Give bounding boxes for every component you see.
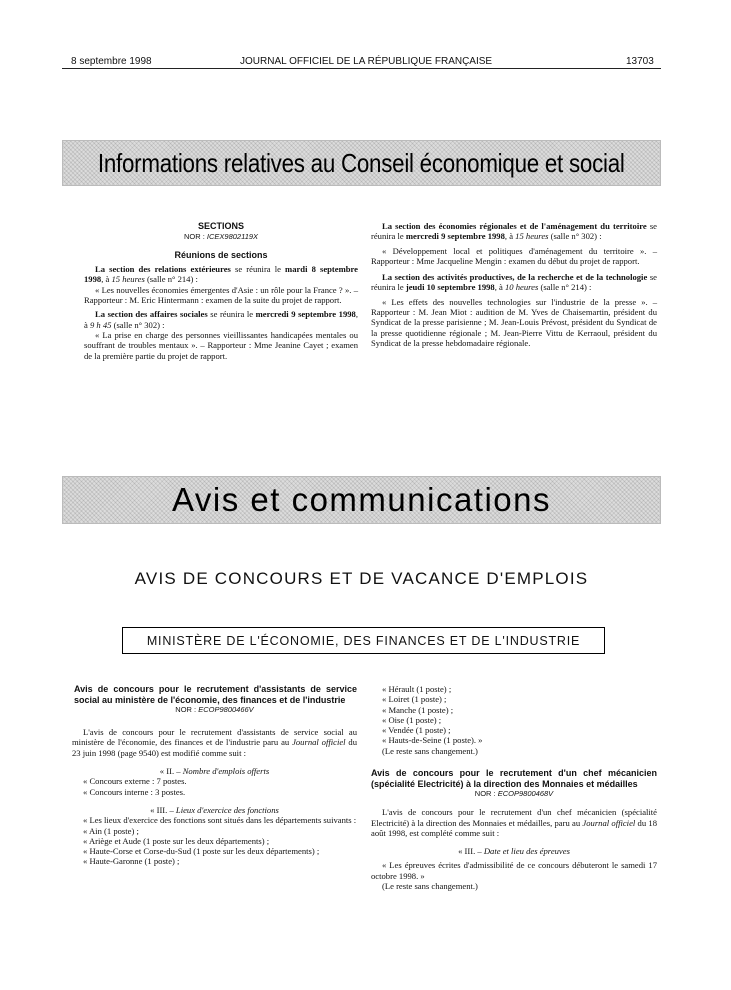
paragraph	[371, 221, 657, 242]
paragraph: « Les épreuves écrites d'admissibilité de ce concours débuteront le samedi 17 octobre 1998. »	[371, 860, 657, 881]
text-run: se réunira le	[371, 272, 657, 293]
text-run: L'avis de concours pour le recrutement d'assistants de service social au ministère de l'économie, des finances et de l'industrie paru au	[72, 727, 357, 748]
text-run: du 23 juin 1998 (page 9540) est modifié comme suit :	[72, 737, 357, 758]
paragraph: « Ain (1 poste) ;	[83, 825, 139, 836]
reunions-title: Réunions de sections	[174, 249, 268, 260]
meeting-time: 15 heures	[515, 231, 549, 242]
meeting-date: jeudi 10 septembre 1998	[405, 282, 495, 293]
text-run: se réunira le	[207, 309, 256, 320]
subsection-heading	[72, 766, 357, 776]
paragraph: (Le reste sans changement.)	[382, 745, 478, 756]
header-rule	[62, 68, 661, 69]
concours-heading: AVIS DE CONCOURS ET DE VACANCE D'EMPLOIS	[134, 569, 589, 588]
text-run: du 18 août 1998, est complété comme suit :	[371, 817, 658, 838]
avis-title: Avis de concours pour le recrutement d'assistants de service social au ministère de l'économie, des finances et de l'industrie	[74, 684, 357, 705]
text-run: « II. –	[159, 766, 183, 777]
text-run: (salle n° 302) :	[111, 319, 165, 330]
paragraph: « Concours externe : 7 postes.	[83, 776, 187, 787]
meeting-date: mercredi 9 septembre 1998	[405, 231, 505, 242]
nor-label: NOR :	[474, 789, 496, 799]
nor-label: NOR :	[175, 705, 197, 715]
avis-right-column	[371, 684, 657, 891]
subsection-title: Date et lieu des épreuves	[483, 846, 570, 857]
paragraph: « La prise en charge des personnes vieillissantes handicapées mentales ou souffrant de troubles mentaux ». – Rapporteur : Mme Jeanine Cayet ; examen de la première partie du projet de rapport.	[84, 329, 358, 361]
text-run: « III. –	[458, 846, 484, 857]
paragraph	[371, 272, 657, 293]
subsection-title: Lieux d'exercice des fonctions	[175, 804, 279, 815]
nor-reference	[72, 705, 357, 715]
paragraph	[371, 807, 657, 838]
text-run: , à	[504, 231, 516, 242]
paragraph: « Oise (1 poste) ;	[382, 714, 442, 725]
meeting-time: 9 h 45	[89, 319, 112, 330]
subsection-title: Nombre d'emplois offerts	[182, 766, 270, 777]
avis1-left-column	[72, 684, 357, 867]
page-number: 13703	[626, 56, 654, 67]
journal-ref: Journal officiel	[292, 737, 346, 748]
paragraph: « Hauts-de-Seine (1 poste). »	[382, 735, 483, 746]
text-run: L'avis de concours pour le recrutement d'un chef mécanicien (spécialité Electricité) à la direction des Monnaies et médailles, paru au	[371, 807, 657, 828]
paragraph: « Développement local et politiques d'aménagement du territoire ». – Rapporteur : Mme Jacqueline Mengin : examen du début du projet de rapport.	[371, 245, 657, 266]
subsection-heading	[371, 846, 657, 856]
section-name: La section des affaires sociales	[95, 309, 208, 320]
text-run: se réunira le	[371, 221, 658, 242]
text-run: , à	[494, 282, 505, 293]
sections-title: SECTIONS	[197, 221, 244, 231]
paragraph	[72, 727, 357, 758]
text-run: « III. –	[150, 804, 176, 815]
nor-reference	[371, 789, 657, 799]
section-name: La section des relations extérieures	[95, 264, 231, 275]
paragraph: « Les effets des nouvelles technologies sur l'industrie de la presse ». – Rapporteur : M. Jean Miot : audition de M. Yves de Chaisemartin, président du Syndicat de la presse parisienne ; M. Jean-Louis Prévost, président du Syndicat de la presse quotidienne régionale ; M. Jean-Pierre Vittu de Kerraoul, président du Syndicat de la presse hebdomadaire régionale.	[371, 296, 657, 348]
paragraph	[84, 264, 358, 285]
journal-ref: Journal officiel	[582, 817, 636, 828]
meeting-time: 15 heures	[111, 274, 145, 285]
nor-label: NOR :	[183, 231, 205, 241]
text-run: se réunira le	[230, 264, 286, 275]
paragraph: « Concours interne : 3 postes.	[83, 786, 186, 797]
nor-code: ECOP9800466V	[198, 705, 254, 715]
header-date: 8 septembre 1998	[71, 56, 152, 67]
paragraph	[84, 309, 358, 330]
text-run: , à	[84, 309, 358, 330]
paragraph: « Vendée (1 poste) ;	[382, 725, 451, 736]
nor-reference	[84, 232, 358, 242]
paragraph: (Le reste sans changement.)	[382, 881, 478, 892]
paragraph: « Ariège et Aude (1 poste sur les deux départements) ;	[83, 835, 270, 846]
meeting-date: mercredi 9 septembre 1998	[255, 309, 356, 320]
paragraph: « Haute-Garonne (1 poste) ;	[83, 856, 180, 867]
paragraph: « Hérault (1 poste) ;	[382, 684, 452, 694]
nor-code: ECOP9800468V	[497, 789, 554, 799]
ces-left-column	[84, 221, 358, 361]
subsection-heading	[72, 805, 357, 815]
paragraph: « Loiret (1 poste) ;	[382, 694, 447, 705]
paragraph: « Manche (1 poste) ;	[382, 704, 454, 715]
text-run: (salle n° 302) :	[548, 231, 602, 242]
paragraph: « Les lieux d'exercice des fonctions sont situés dans les départements suivants :	[83, 815, 357, 826]
paragraph: « Les nouvelles économies émergentes d'Asie : un rôle pour la France ? ». – Rapporteur : M. Eric Hintermann : examen de la suite du projet de rapport.	[84, 284, 358, 306]
avis-title: Avis de concours pour le recrutement d'un chef mécanicien (spécialité Electricité) à la direction des Monnaies et médailles	[371, 768, 657, 789]
nor-code: ICEX9802119X	[206, 231, 259, 241]
ces-banner	[62, 140, 661, 186]
meeting-date: mardi 8 septembre 1998	[84, 264, 358, 285]
paragraph: « Haute-Corse et Corse-du-Sud (1 poste sur les deux départements) ;	[83, 846, 320, 857]
section-name: La section des économies régionales et de l'aménagement du territoire	[382, 221, 647, 231]
text-run: , à	[101, 274, 112, 285]
text-run: (salle n° 214) :	[538, 282, 592, 293]
ministere-title: MINISTÈRE DE L'ÉCONOMIE, DES FINANCES ET DE L'INDUSTRIE	[146, 633, 581, 648]
journal-title: JOURNAL OFFICIEL DE LA RÉPUBLIQUE FRANÇAISE	[240, 56, 493, 67]
ces-right-column	[371, 221, 657, 348]
avis-banner	[62, 476, 661, 524]
avis-banner-title: Avis et communications	[171, 481, 552, 518]
ministere-box	[122, 627, 605, 654]
meeting-time: 10 heures	[504, 282, 539, 293]
text-run: (salle n° 214) :	[144, 274, 198, 285]
ces-banner-title: Informations relatives au Conseil économique et social	[98, 147, 625, 178]
section-name: La section des activités productives, de la recherche et de la technologie	[382, 272, 648, 283]
